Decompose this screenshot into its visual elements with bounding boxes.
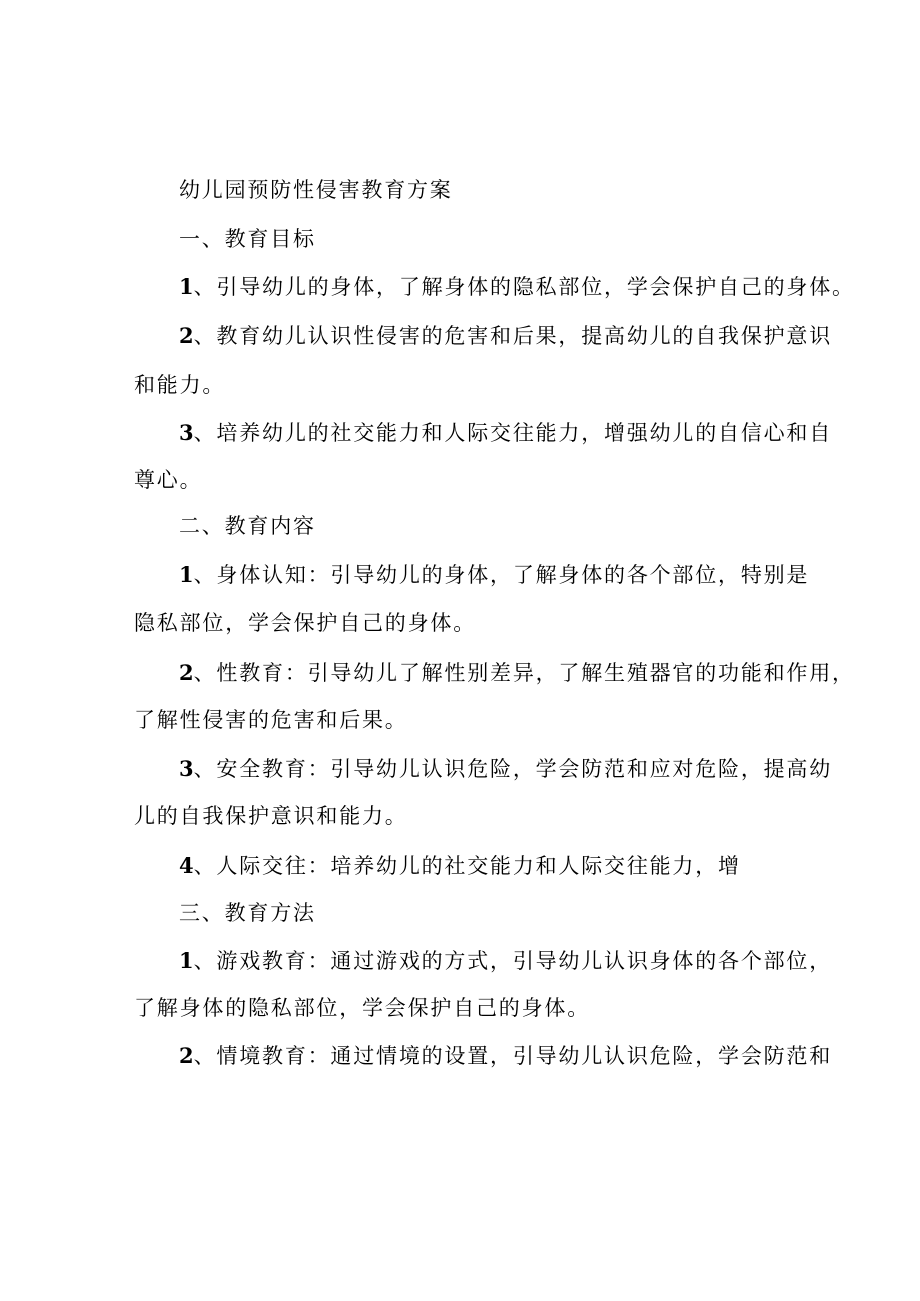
item-text: 、人际交往：培养幼儿的社交能力和人际交往能力，增 <box>193 854 741 878</box>
content-item-3 <box>179 756 832 782</box>
content-item-4 <box>179 853 741 879</box>
content-item-1 <box>179 562 809 588</box>
item-text: 、培养幼儿的社交能力和人际交往能力，增强幼儿的自信心和自 <box>193 421 833 445</box>
content-item-2 <box>179 660 855 686</box>
item-number: 3 <box>179 756 194 781</box>
item-text: 、性教育：引导幼儿了解性别差异，了解生殖器官的功能和作用， <box>193 661 855 685</box>
item-text: 、安全教育：引导幼儿认识危险，学会防范和应对危险，提高幼 <box>193 757 833 781</box>
item-text: 、引导幼儿的身体，了解身体的隐私部位，学会保护自己的身体。 <box>193 275 855 299</box>
method-item-1 <box>179 948 832 974</box>
item-number: 1 <box>179 274 194 299</box>
goal-item-1 <box>179 274 855 300</box>
item-number: 3 <box>179 420 194 445</box>
item-text: 、身体认知：引导幼儿的身体，了解身体的各个部位，特别是 <box>193 563 810 587</box>
goal-item-2-continuation: 和能力。 <box>134 373 226 397</box>
section-heading-goals: 一、教育目标 <box>179 227 316 251</box>
item-number: 4 <box>179 853 194 878</box>
item-number: 1 <box>179 948 194 973</box>
item-number: 2 <box>179 323 194 348</box>
method-item-1-continuation: 了解身体的隐私部位，学会保护自己的身体。 <box>134 996 590 1020</box>
item-number: 1 <box>179 562 194 587</box>
item-number: 2 <box>179 660 194 685</box>
goal-item-2 <box>179 323 832 349</box>
goal-item-3 <box>179 420 832 446</box>
item-text: 、游戏教育：通过游戏的方式，引导幼儿认识身体的各个部位， <box>193 949 833 973</box>
item-text: 、教育幼儿认识性侵害的危害和后果，提高幼儿的自我保护意识 <box>193 324 833 348</box>
content-item-3-continuation: 儿的自我保护意识和能力。 <box>134 804 408 828</box>
item-number: 2 <box>179 1043 194 1068</box>
content-item-2-continuation: 了解性侵害的危害和后果。 <box>134 708 408 732</box>
content-item-1-continuation: 隐私部位，学会保护自己的身体。 <box>134 611 476 635</box>
item-text: 、情境教育：通过情境的设置，引导幼儿认识危险，学会防范和 <box>193 1044 833 1068</box>
section-heading-content: 二、教育内容 <box>179 514 316 538</box>
goal-item-3-continuation: 尊心。 <box>134 468 203 492</box>
method-item-2 <box>179 1043 832 1069</box>
section-heading-methods: 三、教育方法 <box>179 901 316 925</box>
document-title: 幼儿园预防性侵害教育方案 <box>179 178 453 202</box>
